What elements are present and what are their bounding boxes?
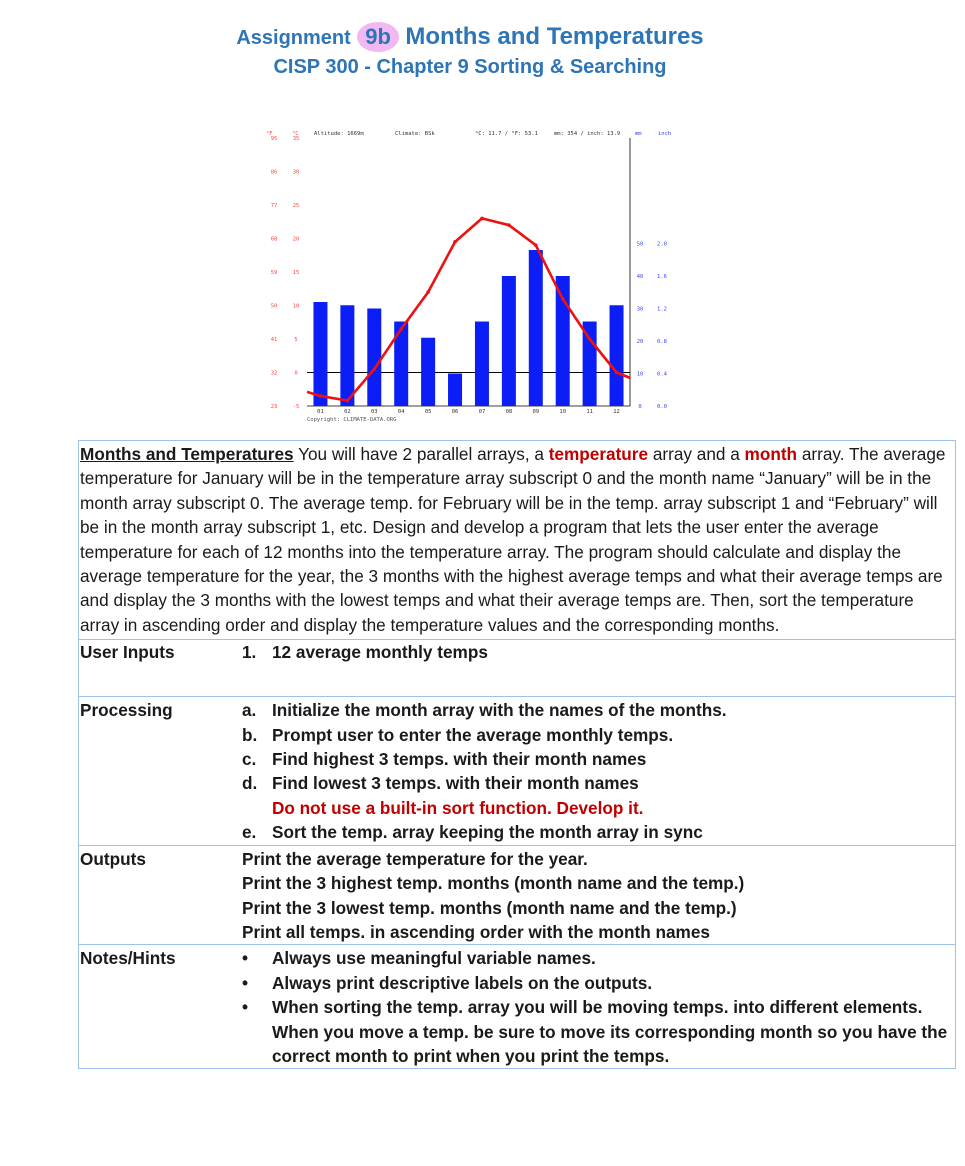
user-inputs-label: User Inputs — [80, 642, 175, 663]
temperature-keyword: temperature — [548, 444, 649, 464]
precipitation-bar — [340, 305, 354, 406]
mm-tick-label: 10 — [636, 371, 644, 378]
bullet-icon: • — [242, 997, 249, 1018]
temperature-point — [534, 243, 538, 247]
c-tick-label: 15 — [292, 270, 300, 276]
inch-tick-label: 0.8 — [657, 339, 667, 345]
processing-row — [79, 697, 955, 845]
bullet-icon: • — [242, 948, 249, 969]
assignment-number-badge: 9b — [357, 22, 399, 52]
month-keyword: month — [744, 444, 798, 464]
f-tick-label: 32 — [270, 370, 278, 377]
month-tick-label: 10 — [559, 409, 567, 415]
temperature-point — [480, 217, 484, 221]
no-builtin-sort-warning: Do not use a built-in sort function. Develop it. — [272, 797, 644, 818]
mm-tick-label: 50 — [636, 241, 644, 248]
list-item: b. Prompt user to enter the average monthly temps. — [242, 724, 674, 745]
c-tick-label: 0 — [294, 370, 298, 377]
precipitation-bar — [448, 374, 462, 407]
output-line: Print the 3 lowest temp. months (month name and the temp.) — [242, 897, 737, 918]
mm-tick-label: 20 — [636, 339, 644, 345]
description-block — [79, 441, 955, 640]
list-item: • Always print descriptive labels on the outputs. — [242, 971, 955, 995]
user-inputs-row — [79, 640, 955, 697]
f-tick-label: 77 — [270, 203, 278, 209]
description-text-3: array. The average temperature for January will be in the temperature array subscript 0 and the month name “January” will be in the month array subscript 0. The average temp. for February will be in the temp. array subscript 1 and “February” will be in the month array subscript 1, etc. Design and develop a program that lets the user enter the average temperature for each of 12 months into the temperature array. The program should calculate and display the average temperature for the year, the 3 months with the highest average temps and what their average temps are and display the 3 months with the lowest temps and what their average temps are. Then, sort the temperature array in ascending order and display the temperature values and the corresponding months. — [80, 444, 946, 635]
f-tick-label: 59 — [270, 270, 278, 276]
inch-unit-label: inch — [658, 131, 672, 137]
precipitation-bar — [367, 309, 381, 407]
temperature-point — [561, 297, 565, 301]
mm-unit-label: mm — [635, 131, 642, 137]
climate-chart — [262, 124, 682, 430]
month-tick-label: 07 — [478, 409, 486, 415]
notes-label: Notes/Hints — [80, 948, 176, 969]
temperature-line — [307, 218, 630, 400]
month-tick-label: 05 — [424, 409, 432, 415]
output-line: Print the average temperature for the year. — [242, 848, 588, 869]
f-tick-label: 95 — [270, 136, 278, 142]
temperature-point — [615, 371, 619, 375]
c-tick-label: -5 — [292, 404, 300, 410]
precipitation-bar — [475, 322, 489, 407]
f-unit-label: °F — [266, 131, 273, 137]
notes-row — [79, 945, 955, 1068]
precipitation-bar — [529, 250, 543, 406]
mm-tick-label: 40 — [636, 274, 644, 280]
c-unit-label: °C — [292, 131, 299, 137]
month-tick-label: 06 — [451, 409, 459, 415]
climate-label: Climate: BSk — [395, 131, 435, 137]
output-line: Print the 3 highest temp. months (month name and the temp.) — [242, 873, 745, 894]
assignment-title — [0, 22, 940, 52]
temperature-point — [588, 337, 592, 341]
precipitation-bar — [313, 302, 327, 406]
c-tick-label: 5 — [294, 337, 298, 343]
c-tick-label: 10 — [292, 303, 300, 310]
assignment-table — [78, 440, 956, 1069]
c-tick-label: 20 — [292, 236, 300, 243]
temperature-point — [346, 399, 350, 403]
f-tick-label: 41 — [270, 337, 278, 343]
precipitation-bar — [583, 322, 597, 407]
inch-tick-label: 1.6 — [657, 274, 667, 280]
list-item: a. Initialize the month array with the names of the months. — [242, 700, 727, 721]
month-tick-label: 11 — [586, 409, 593, 415]
temperature-point — [399, 327, 403, 331]
c-tick-label: 30 — [292, 169, 300, 176]
list-item: d. Find lowest 3 temps. with their month names — [242, 773, 639, 794]
mm-tick-label: 30 — [636, 306, 644, 313]
list-item: 1. 12 average monthly temps — [242, 642, 488, 663]
inch-tick-label: 2.0 — [657, 241, 667, 248]
bullet-icon: • — [242, 972, 249, 993]
f-tick-label: 86 — [270, 169, 278, 176]
description-text-1: You will have 2 parallel arrays, a — [293, 444, 549, 464]
list-item: e. Sort the temp. array keeping the month array in sync — [242, 822, 703, 843]
month-tick-label: 08 — [505, 409, 513, 415]
altitude-label: Altitude: 1669m — [314, 131, 364, 137]
processing-label: Processing — [80, 700, 173, 721]
course-subtitle: CISP 300 - Chapter 9 Sorting & Searching — [273, 56, 667, 78]
precipitation-bar — [556, 276, 570, 406]
precipitation-bar — [502, 276, 516, 406]
description-label: Months and Temperatures — [80, 444, 294, 464]
assignment-word: Assignment — [236, 27, 351, 49]
list-item: • Always use meaningful variable names. — [242, 946, 955, 970]
month-tick-label: 12 — [613, 409, 620, 415]
month-tick-label: 02 — [344, 409, 351, 415]
temperature-point — [319, 394, 323, 398]
temperature-point — [507, 223, 511, 227]
f-tick-label: 50 — [270, 303, 278, 310]
precipitation-bar — [610, 305, 624, 406]
temperature-point — [372, 367, 376, 371]
c-tick-label: 35 — [292, 136, 300, 142]
month-tick-label: 04 — [397, 409, 405, 415]
list-item: • When sorting the temp. array you will be moving temps. into different elements. When you move a temp. be sure to move its corresponding month so you have the correct month to print when you print the temps. — [242, 995, 955, 1068]
precipitation-bar — [421, 338, 435, 406]
inch-tick-label: 0.4 — [657, 371, 667, 378]
list-item: c. Find highest 3 temps. with their month names — [242, 749, 647, 770]
inch-tick-label: 1.2 — [657, 306, 667, 313]
temperature-summary: °C: 11.7 / °F: 53.1 — [475, 131, 538, 137]
month-tick-label: 09 — [532, 409, 540, 415]
temperature-point — [426, 290, 430, 294]
assignment-topic: Months and Temperatures — [405, 23, 704, 50]
temperature-point — [453, 240, 457, 244]
precipitation-summary: mm: 354 / inch: 13.9 — [554, 131, 621, 137]
month-tick-label: 03 — [370, 409, 378, 415]
mm-tick-label: 0 — [638, 404, 642, 410]
f-tick-label: 68 — [270, 236, 278, 243]
inch-tick-label: 0.0 — [657, 404, 667, 410]
copyright-label: Copyright: CLIMATE-DATA.ORG — [307, 417, 397, 423]
outputs-row — [79, 846, 955, 946]
month-tick-label: 01 — [317, 409, 324, 415]
f-tick-label: 23 — [270, 404, 278, 410]
output-line: Print all temps. in ascending order with the month names — [242, 921, 710, 942]
description-text-2: array and a — [648, 444, 745, 464]
outputs-label: Outputs — [80, 848, 146, 869]
c-tick-label: 25 — [292, 203, 300, 209]
